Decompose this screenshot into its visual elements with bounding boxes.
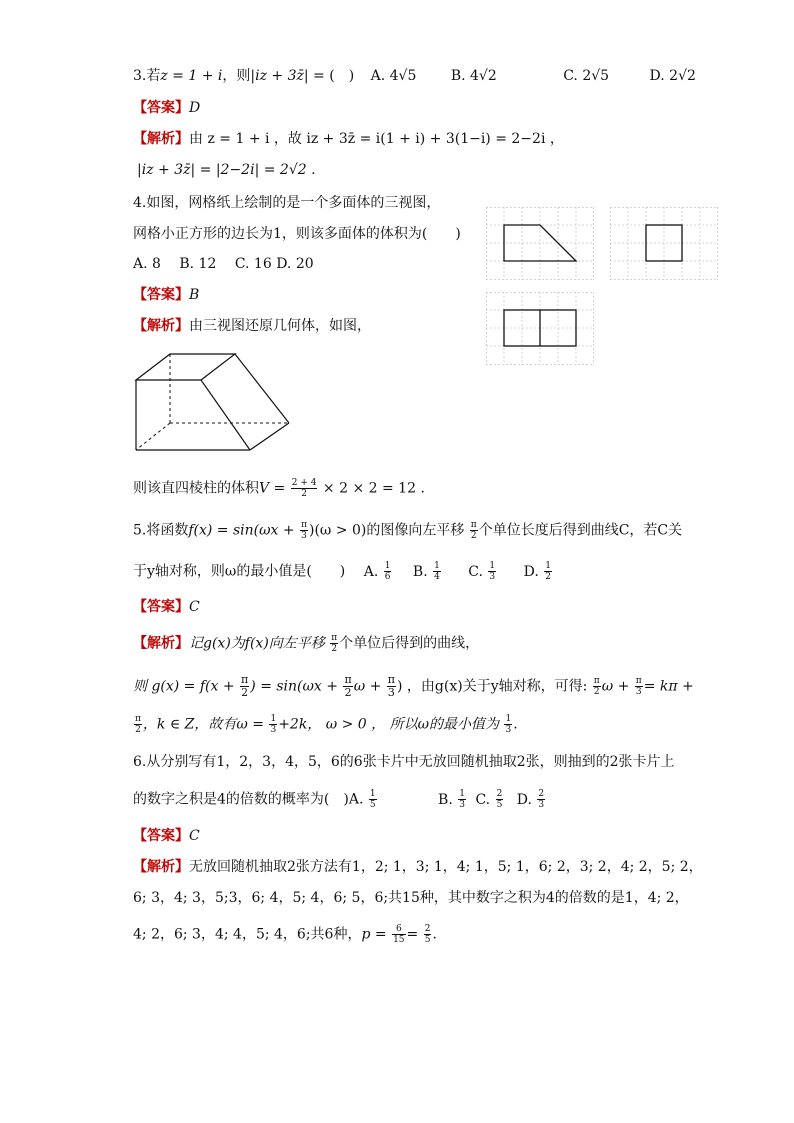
q5-stem-line2: 于y轴对称，则ω的最小值是( ) A. $\frac{1}{6}$ B. $\frac{1}{4}$ C. $\frac{1}{3}$ D. $\frac{1}{2}$ xyxy=(133,561,551,582)
side-view-grid xyxy=(610,207,718,280)
q5-analysis-line1: 【解析】记g(x)为f(x)向左平移 $\frac{\pi}{2}$ 个单位后得到的曲线， xyxy=(133,633,480,654)
q6-stem-line1: 6.从分别写有1，2，3，4，5，6的6张卡片中无放回随机抽取2张，则抽到的2张卡片上 xyxy=(133,754,675,770)
q5-option-c: C. $\frac{1}{3}$ xyxy=(468,561,496,582)
q3-option-b: B. 4√2 xyxy=(450,68,497,84)
q6-analysis-line3: 4; 2，6; 3，4; 4，5; 4，6;共6种，p = $\frac{6}{15}$ = $\frac{2}{5}$ . xyxy=(133,924,437,945)
q3-analysis-line2: |iz + 3z̄| = |2−2i| = 2√2 . xyxy=(137,162,316,178)
q6-option-c: C. $\frac{2}{5}$ xyxy=(475,789,503,810)
top-view-grid xyxy=(486,292,594,365)
prism-3d-figure xyxy=(132,349,294,455)
q5-option-a: A. $\frac{1}{6}$ xyxy=(363,561,391,582)
q3-analysis-line1: 【解析】由 z = 1 + i ，故 iz + 3z̄ = i(1 + i) + 3(1−i) = 2−2i ， xyxy=(133,131,564,147)
q6-analysis-line1: 【解析】无放回随机抽取2张方法有1，2; 1，3; 1，4; 1，5; 1，6; 2，3; 2，4; 2，5; 2， xyxy=(133,859,703,875)
q5-option-d: D. $\frac{1}{2}$ xyxy=(523,561,551,582)
q3-stem: 3.若z = 1 + i，则|iz + 3z̄| = ( ) A. 4√5 B. 4√2 C. 2√5 D. 2√2 xyxy=(133,68,696,84)
q3-option-c: C. 2√5 xyxy=(563,68,610,84)
q4-answer: 【答案】B xyxy=(133,287,200,303)
front-view-grid xyxy=(486,207,594,280)
q4-analysis-line1: 【解析】由三视图还原几何体，如图， xyxy=(133,318,371,334)
q5-analysis-line3: $\frac{\pi}{2}$ ，k ∈ Z，故有ω = $\frac{1}{3}$ +2k， ω > 0 ， 所以ω的最小值为 $\frac{1}{3}$ . xyxy=(135,714,518,735)
q4-stem-line1: 4.如图，网格纸上绘制的是一个多面体的三视图， xyxy=(133,195,441,211)
q4-volume-line: 则该直四棱柱的体积V = $\frac{2 + 4}{2}$ × 2 × 2 = 12 . xyxy=(133,478,425,499)
q3-option-d: D. 2√2 xyxy=(649,68,696,84)
q6-option-b: B. $\frac{1}{3}$ xyxy=(438,789,465,810)
q5-analysis-line2: 则 g(x) = f(x + $\frac{\pi}{2}$ ) = sin(ωx + $\frac{\pi}{2}$ ω + $\frac{\pi}{3}$ ) ，由g(x)关于y轴对称，可得: $\frac{\pi}{2}$ ω + $\frac{\pi}{3}$ = kπ + xyxy=(133,673,694,699)
q4-stem-line2: 网格小正方形的边长为1，则该多面体的体积为( ) xyxy=(133,226,461,242)
q5-option-b: B. $\frac{1}{4}$ xyxy=(412,561,440,582)
q6-option-a: $\frac{1}{5}$ xyxy=(369,789,376,810)
q6-stem-line2: 的数字之积是4的倍数的概率为( )A. $\frac{1}{5}$ B. $\frac{1}{3}$ C. $\frac{2}{5}$ D. $\frac{2}{3}$ xyxy=(133,789,545,810)
q6-analysis-line2: 6; 3，4; 3，5;3，6; 4，5; 4，6; 5，6;共15种，其中数字之积为4的倍数的是1，4; 2， xyxy=(133,890,689,906)
q4-options: A. 8 B. 12 C. 16 D. 20 xyxy=(133,256,314,272)
q3-answer: 【答案】D xyxy=(133,100,201,116)
q5-answer: 【答案】C xyxy=(133,599,200,615)
q3-option-a: A. 4√5 xyxy=(370,68,417,84)
q6-answer: 【答案】C xyxy=(133,828,200,844)
volume-fraction: $\frac{2 + 4}{2}$ xyxy=(291,478,317,499)
q5-stem-line1: 5.将函数f(x) = sin(ωx + $\frac{\pi}{3}$ )(ω > 0)的图像向左平移 $\frac{\pi}{2}$ 个单位长度后得到曲线C，若C关 xyxy=(133,520,683,541)
q6-option-d: D. $\frac{2}{3}$ xyxy=(516,789,545,810)
